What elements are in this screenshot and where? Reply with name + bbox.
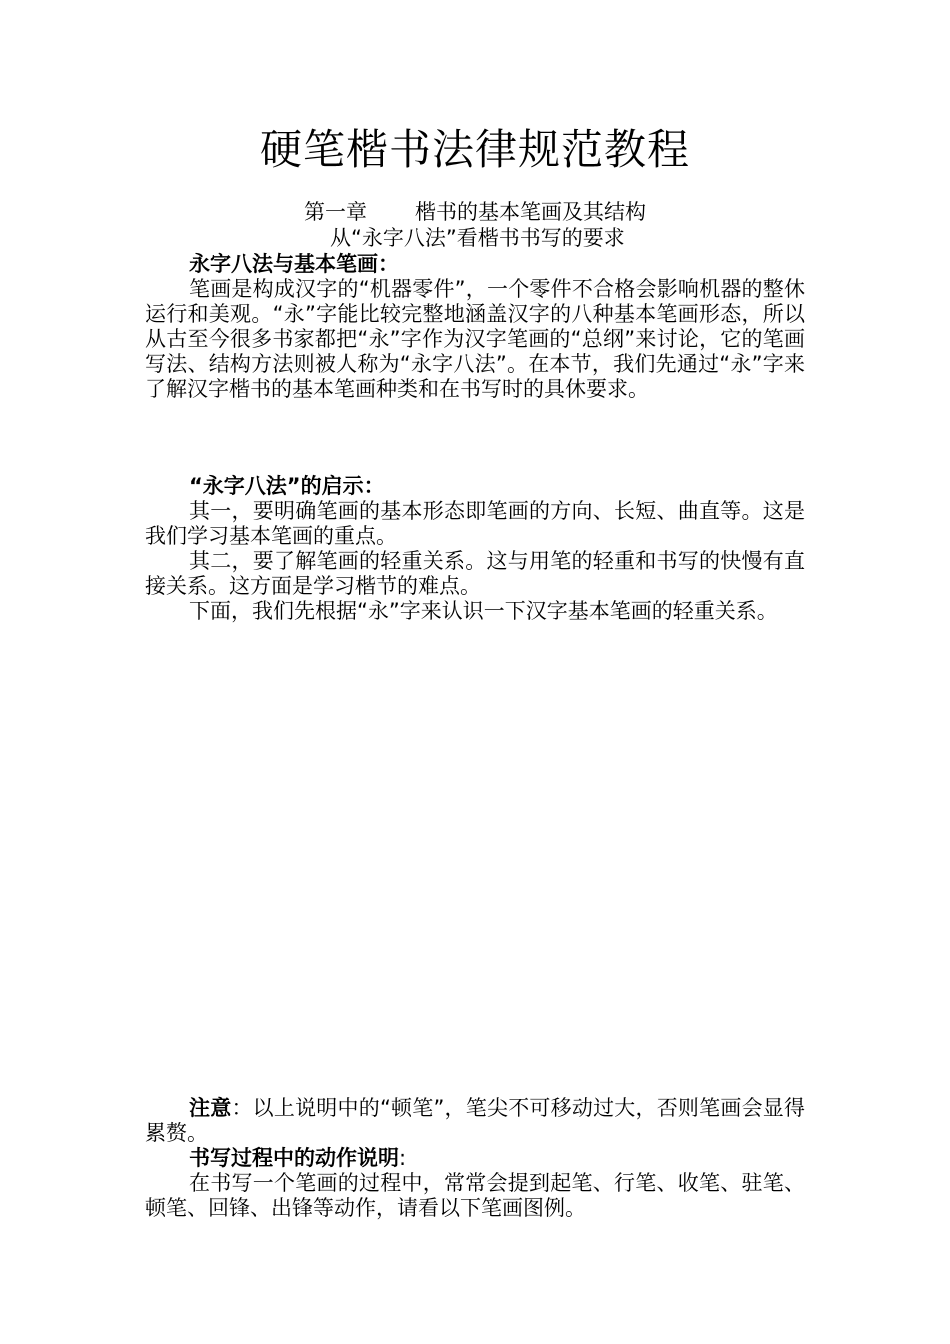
document-title: 硬笔楷书法律规范教程 [259, 125, 690, 174]
paragraph: 其一，要明确笔画的基本形态即笔画的方向、长短、曲直等。这是我们学习基本笔画的重点。 [145, 499, 805, 548]
note-paragraph [145, 1096, 805, 1146]
note-text: ：以上说明中的“顿笔”，笔尖不可移动过大，否则笔画会显得累赘。 [145, 1096, 805, 1145]
paragraph: 在书写一个笔画的过程中，常常会提到起笔、行笔、收笔、驻笔、顿笔、回锋、出锋等动作，请看以下笔画图例。 [145, 1171, 805, 1220]
section-notes [145, 1096, 805, 1221]
heading-colon: : [399, 1146, 407, 1170]
chapter-number: 第一章 [304, 200, 367, 224]
chapter-name: 楷书的基本笔画及其结构 [415, 200, 646, 224]
note-label: 注意 [189, 1096, 232, 1120]
section-yongzi-insights [145, 474, 805, 624]
section-yongzi-basics [145, 252, 805, 402]
section-heading: 永字八法与基本笔画： [189, 252, 399, 276]
section-heading [145, 1146, 805, 1171]
chapter-heading [0, 199, 950, 225]
writing-actions-heading: 书写过程中的动作说明 [189, 1146, 399, 1170]
chapter-subtitle: 从“永字八法”看楷书书写的要求 [330, 226, 625, 250]
section-heading: “永字八法”的启示： [189, 474, 385, 498]
paragraph: 下面，我们先根据“永”字来认识一下汉字基本笔画的轻重关系。 [189, 599, 778, 623]
paragraph: 其二，要了解笔画的轻重关系。这与用笔的轻重和书写的快慢有直接关系。这方面是学习楷节的难点。 [145, 549, 805, 598]
paragraph: 笔画是构成汉字的“机器零件”，一个零件不合格会影响机器的整休运行和美观。“永”字能比较完整地涵盖汉字的八种基本笔画形态，所以从古至今很多书家都把“永”字作为汉字笔画的“总纲”来讨论，它的笔画写法、结构方法则被人称为“永字八法”。在本节，我们先通过“永”字来了解汉字楷书的基本笔画种类和在书写时的具休要求。 [145, 277, 805, 401]
